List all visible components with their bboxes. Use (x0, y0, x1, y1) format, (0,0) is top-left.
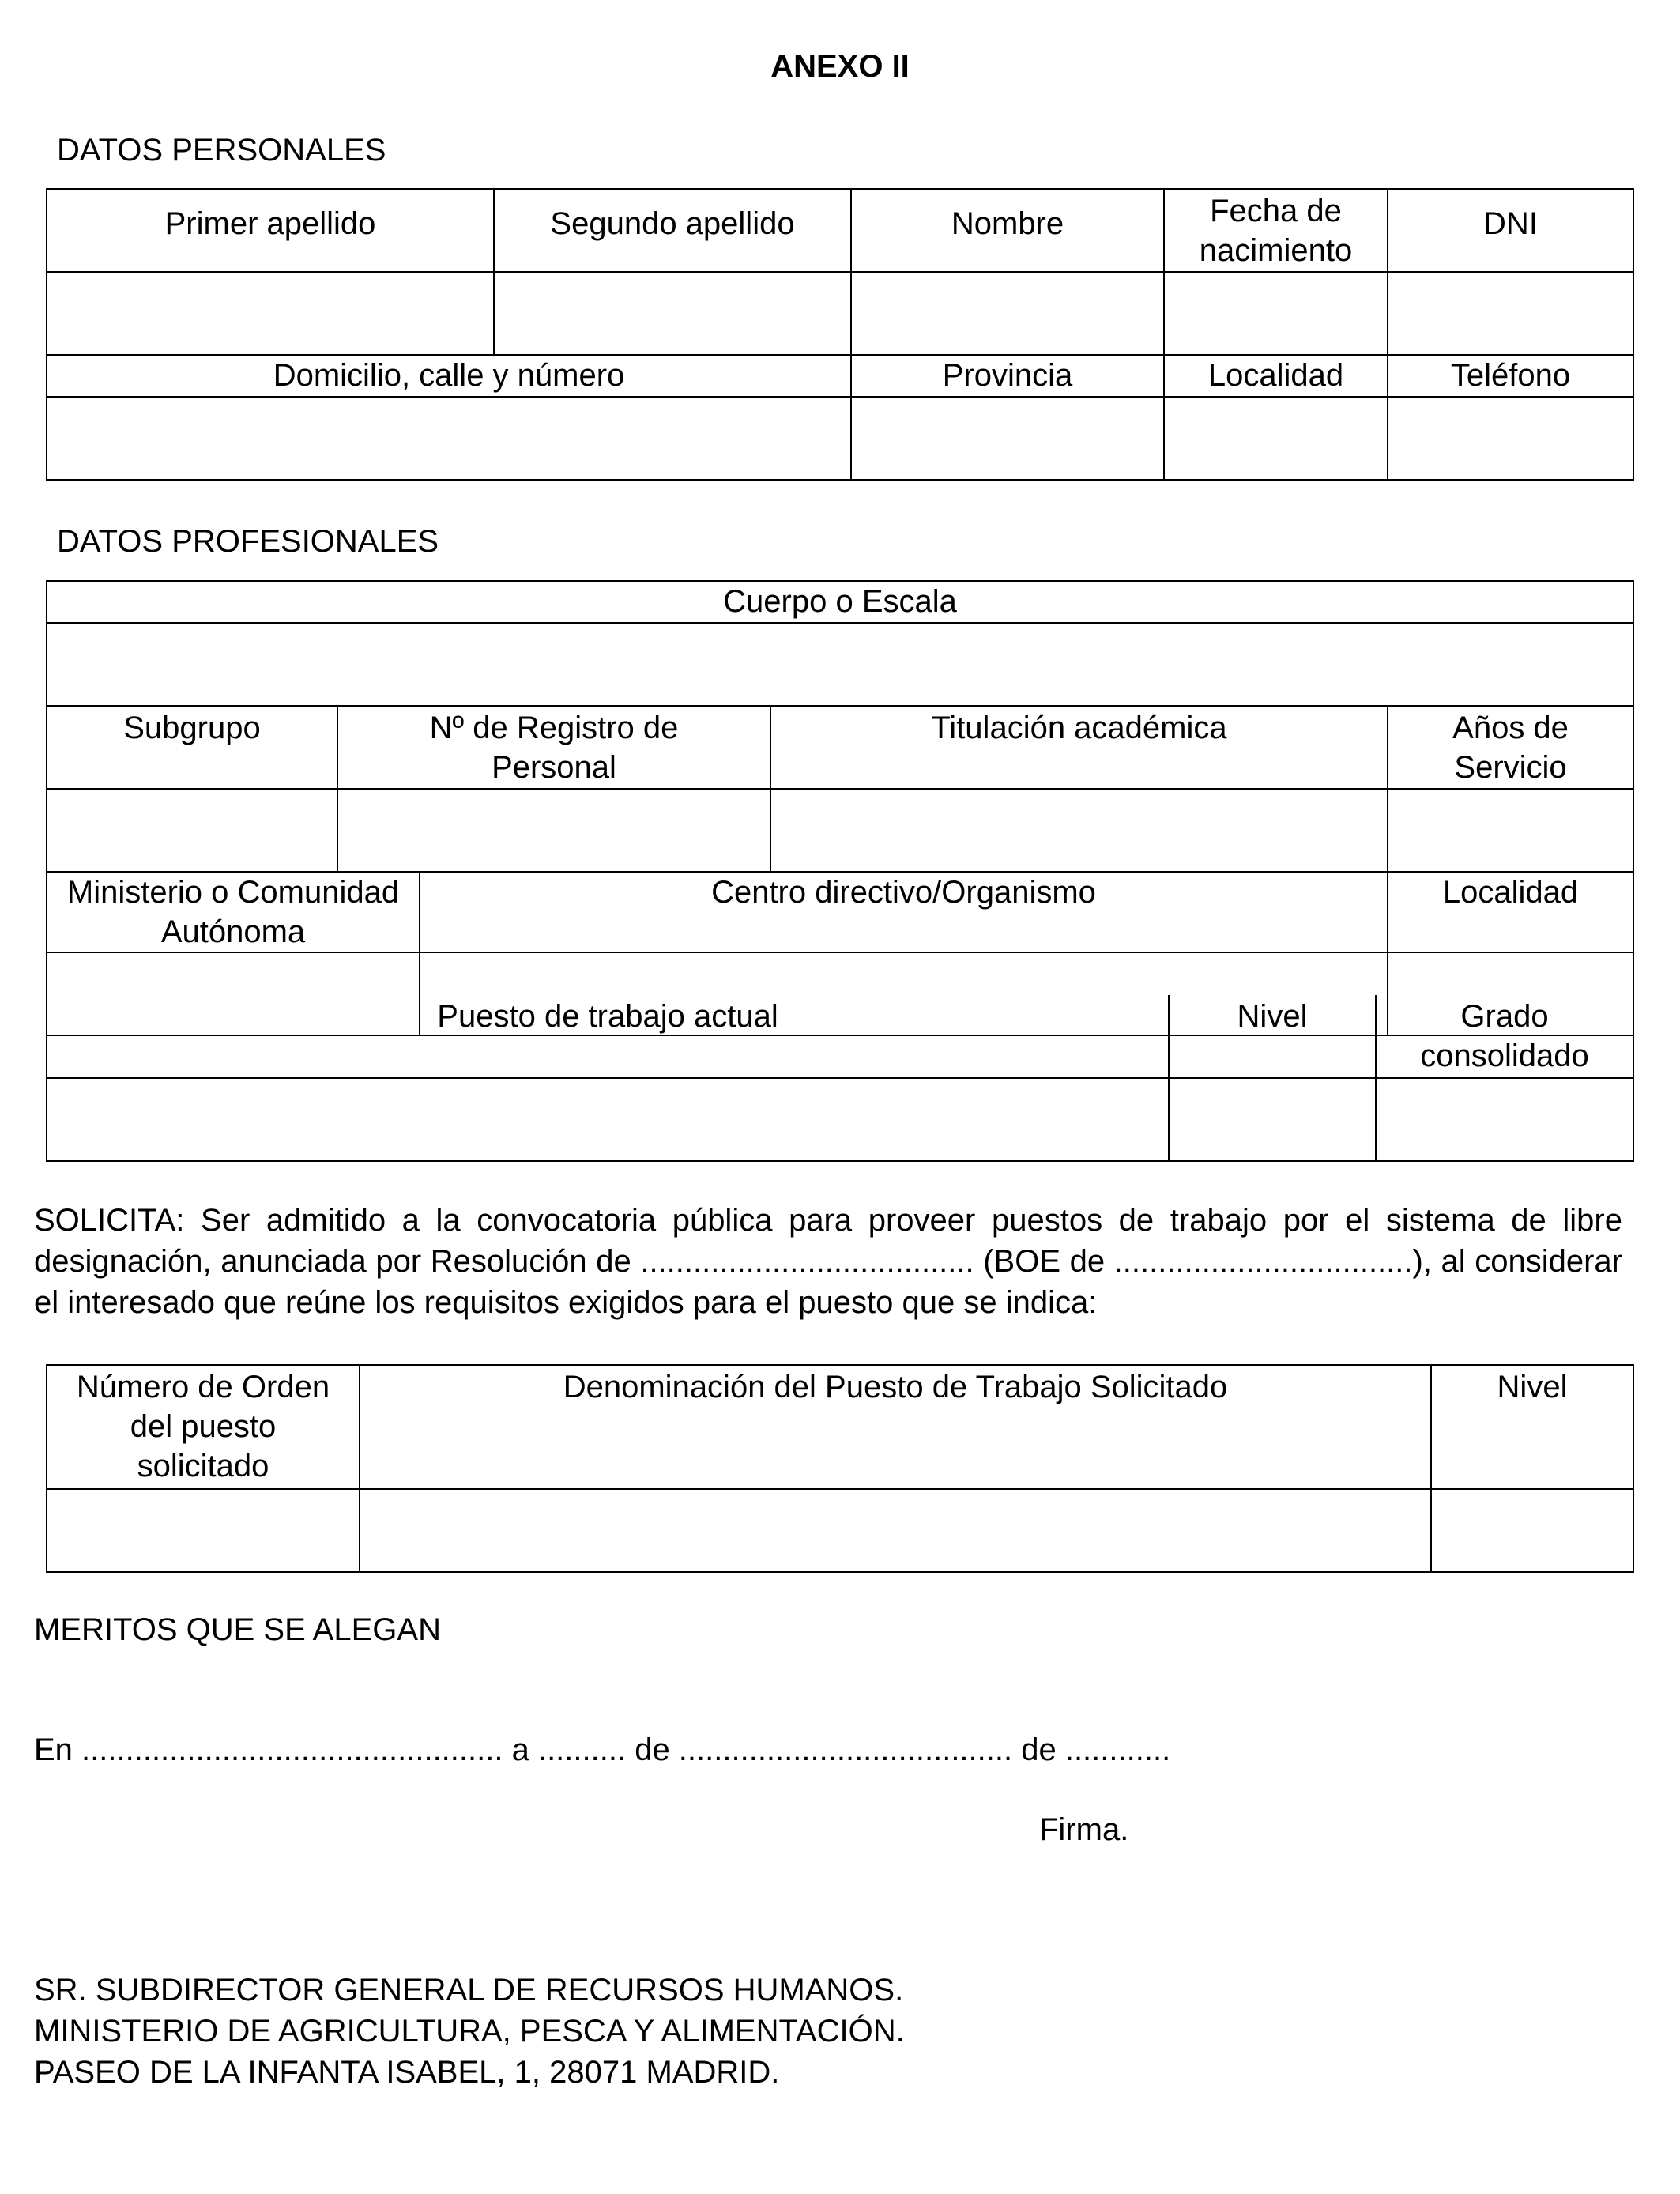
header-ministerio: Ministerio o Comunidad Autónoma (47, 872, 420, 952)
header-centro-directivo: Centro directivo/Organismo (420, 872, 1388, 952)
header-cuerpo-escala: Cuerpo o Escala (47, 581, 1633, 623)
header-nivel-actual: Nivel (1169, 995, 1376, 1078)
subgrupo-field[interactable] (47, 789, 337, 872)
anos-servicio-field[interactable] (1388, 789, 1633, 872)
requested-position-table (46, 1364, 1634, 1573)
header-nombre: Nombre (851, 189, 1164, 272)
header-segundo-apellido: Segundo apellido (494, 189, 851, 272)
primer-apellido-field[interactable] (47, 272, 494, 355)
header-registro-personal: Nº de Registro de Personal (337, 706, 770, 789)
section-title-professional: DATOS PROFESIONALES (57, 524, 439, 559)
header-localidad: Localidad (1164, 355, 1388, 397)
header-denominacion-puesto: Denominación del Puesto de Trabajo Solicitado (360, 1365, 1431, 1489)
dni-field[interactable] (1388, 272, 1633, 355)
nombre-field[interactable] (851, 272, 1164, 355)
nivel-actual-field[interactable] (1169, 1078, 1376, 1161)
header-subgrupo: Subgrupo (47, 706, 337, 789)
numero-orden-field[interactable] (47, 1489, 360, 1572)
current-position-table (46, 995, 1634, 1162)
telefono-field[interactable] (1388, 397, 1633, 480)
header-titulacion: Titulación académica (770, 706, 1388, 789)
header-numero-orden: Número de Orden del puesto solicitado (47, 1365, 360, 1489)
fecha-nacimiento-field[interactable] (1164, 272, 1388, 355)
domicilio-field[interactable] (47, 397, 851, 480)
header-domicilio: Domicilio, calle y número (47, 355, 851, 397)
date-line: En ................................................ a .......... de ...................................... de ............ (34, 1732, 1171, 1767)
professional-data-table (46, 580, 1634, 1036)
header-puesto-actual: Puesto de trabajo actual (47, 995, 1169, 1078)
localidad-field[interactable] (1164, 397, 1388, 480)
provincia-field[interactable] (851, 397, 1164, 480)
meritos-title: MERITOS QUE SE ALEGAN (34, 1612, 441, 1647)
header-grado-consolidado: Grado consolidado (1376, 995, 1633, 1078)
address-line: MINISTERIO DE AGRICULTURA, PESCA Y ALIMENTACIÓN. (34, 2014, 905, 2049)
denominacion-puesto-field[interactable] (360, 1489, 1431, 1572)
page-title: ANEXO II (770, 49, 910, 84)
registro-personal-field[interactable] (337, 789, 770, 872)
header-dni: DNI (1388, 189, 1633, 272)
address-line: PASEO DE LA INFANTA ISABEL, 1, 28071 MADRID. (34, 2055, 780, 2090)
solicita-paragraph: SOLICITA: Ser admitido a la convocatoria pública para proveer puestos de trabajo por el sistema de libre designación, anunciada por Resolución de ...................................... (BOE de ..................................), al considerar el interesado que reúne los requisitos exigidos para el puesto que se indica: (34, 1203, 1622, 1320)
puesto-actual-field[interactable] (47, 1078, 1169, 1161)
header-primer-apellido: Primer apellido (47, 189, 494, 272)
recipient-address (34, 1970, 905, 2093)
header-provincia: Provincia (851, 355, 1164, 397)
grado-consolidado-field[interactable] (1376, 1078, 1633, 1161)
address-line: SR. SUBDIRECTOR GENERAL DE RECURSOS HUMANOS. (34, 1973, 904, 2007)
header-anos-servicio: Años de Servicio (1388, 706, 1633, 789)
section-title-personal: DATOS PERSONALES (57, 133, 386, 168)
titulacion-field[interactable] (770, 789, 1388, 872)
signature-label: Firma. (1039, 1812, 1129, 1847)
nivel-solicitado-field[interactable] (1431, 1489, 1633, 1572)
header-localidad-prof: Localidad (1388, 872, 1633, 952)
header-fecha-nacimiento: Fecha de nacimiento (1164, 189, 1388, 272)
segundo-apellido-field[interactable] (494, 272, 851, 355)
header-telefono: Teléfono (1388, 355, 1633, 397)
personal-data-table (46, 188, 1634, 481)
header-nivel-solicitado: Nivel (1431, 1365, 1633, 1489)
cuerpo-escala-field[interactable] (47, 623, 1633, 706)
